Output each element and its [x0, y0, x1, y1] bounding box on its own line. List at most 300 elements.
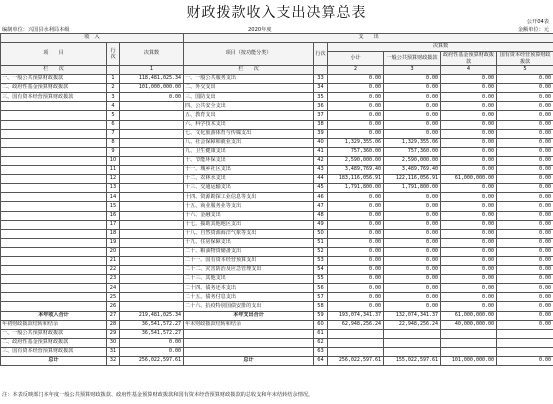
- expense-subtotal: 0.00: [328, 211, 384, 220]
- income-item: [1, 238, 107, 247]
- income-amount: [120, 147, 184, 156]
- table-row: [1, 293, 553, 302]
- income-item: 本年收入合计: [1, 311, 107, 320]
- report-title: 财政拨款收入支出决算总表: [186, 5, 367, 21]
- expense-item: 二十四、债务还本支出: [184, 284, 314, 293]
- income-line-no: 2: [107, 84, 120, 93]
- expense-item: 十六、金融支出: [184, 211, 314, 220]
- table-row: [1, 111, 553, 120]
- expense-general-budget: 155,022,597.61: [384, 357, 441, 366]
- income-line-no: 13: [107, 184, 120, 193]
- table-row: [1, 229, 553, 238]
- expense-general-budget: 0.00: [384, 84, 441, 93]
- income-amount: 256,022,597.61: [120, 357, 184, 366]
- income-item: [1, 193, 107, 202]
- expense-line-no: 45: [314, 184, 328, 193]
- expense-general-budget: 757,360.00: [384, 147, 441, 156]
- income-item: [1, 147, 107, 156]
- expense-item: 十、节能环保支出: [184, 156, 314, 165]
- expense-line-no: 46: [314, 193, 328, 202]
- expense-line-no: 35: [314, 93, 328, 102]
- expense-state-capital: 0.00: [497, 320, 553, 329]
- expense-fund-budget: 0.00: [441, 229, 497, 238]
- expense-line-no: 51: [314, 238, 328, 247]
- expense-line-no: 60: [314, 320, 328, 329]
- expense-fund-budget: 61,000,000.00: [441, 311, 497, 320]
- column-index-label-2: 栏 次: [184, 66, 314, 75]
- expense-budget-header: 决算数: [328, 43, 553, 52]
- income-amount: [120, 220, 184, 229]
- income-line-no: 3: [107, 93, 120, 102]
- general-budget-header: 一般公共预算财政拨款: [384, 52, 441, 66]
- expense-fund-budget: 0.00: [441, 184, 497, 193]
- expense-line-no: 64: [314, 357, 328, 366]
- subtotal-header: 小计: [328, 52, 384, 66]
- expense-fund-budget: 0.00: [441, 202, 497, 211]
- table-row: [1, 175, 553, 184]
- income-line-no: 26: [107, 302, 120, 311]
- expense-item: 十九、住房保障支出: [184, 238, 314, 247]
- expense-general-budget: 0.00: [384, 275, 441, 284]
- income-amount: [120, 238, 184, 247]
- state-capital-header: 国有资本经营预算财政拨款: [497, 52, 553, 66]
- expense-fund-budget: 101,000,000.00: [441, 357, 497, 366]
- expense-state-capital: 0.00: [497, 202, 553, 211]
- income-amount: [120, 120, 184, 129]
- table-row: [1, 247, 553, 256]
- income-line-no: 20: [107, 247, 120, 256]
- expense-subtotal: 0.00: [328, 238, 384, 247]
- expense-general-budget: 1,329,355.06: [384, 138, 441, 147]
- income-line-no: 4: [107, 102, 120, 111]
- expense-line-no: 48: [314, 211, 328, 220]
- expense-state-capital: [497, 338, 553, 347]
- table-row: [1, 93, 553, 102]
- expense-item: 二、外交支出: [184, 84, 314, 93]
- income-item: 年初财政拨款结转和结余: [1, 320, 107, 329]
- expense-subtotal: 0.00: [328, 275, 384, 284]
- expense-item: [184, 347, 314, 356]
- table-row: [1, 256, 553, 265]
- expense-general-budget: 0.00: [384, 256, 441, 265]
- expense-line-no: 58: [314, 302, 328, 311]
- income-item: [1, 120, 107, 129]
- income-amount: 219,481,025.34: [120, 311, 184, 320]
- income-item: [1, 175, 107, 184]
- table-row: [1, 211, 553, 220]
- expense-state-capital: 0.00: [497, 175, 553, 184]
- income-item: [1, 184, 107, 193]
- expense-state-capital: 0.00: [497, 357, 553, 366]
- expense-fund-budget: 0.00: [441, 84, 497, 93]
- table-row: [1, 102, 553, 111]
- expense-fund-budget: 0.00: [441, 147, 497, 156]
- expense-general-budget: [384, 347, 441, 356]
- income-item: 总计: [1, 357, 107, 366]
- expense-fund-budget: 0.00: [441, 111, 497, 120]
- expense-fund-budget: 0.00: [441, 156, 497, 165]
- expense-state-capital: 0.00: [497, 93, 553, 102]
- income-line-no: 1: [107, 75, 120, 84]
- income-line-no: 5: [107, 111, 120, 120]
- expense-subtotal: 0.00: [328, 111, 384, 120]
- expense-line-no: 59: [314, 311, 328, 320]
- expense-line-no: 40: [314, 138, 328, 147]
- expense-state-capital: 0.00: [497, 238, 553, 247]
- expense-fund-budget: 0.00: [441, 293, 497, 302]
- expense-line-no: 37: [314, 111, 328, 120]
- expense-item: 二十五、债务付息支出: [184, 293, 314, 302]
- expense-subtotal: [328, 338, 384, 347]
- expense-fund-budget: 0.00: [441, 166, 497, 175]
- income-amount: 36,541,572.27: [120, 320, 184, 329]
- income-line-no: 7: [107, 129, 120, 138]
- expense-line-no: 38: [314, 120, 328, 129]
- income-amount: [120, 293, 184, 302]
- income-line-no: 25: [107, 293, 120, 302]
- income-header: 收 入: [1, 34, 184, 43]
- expense-fund-budget: 40,000,000.00: [441, 320, 497, 329]
- expense-item: 四、公共安全支出: [184, 102, 314, 111]
- expense-subtotal: 183,116,056.91: [328, 175, 384, 184]
- expense-item: 六、科学技术支出: [184, 120, 314, 129]
- expense-state-capital: 0.00: [497, 256, 553, 265]
- expense-state-capital: 0.00: [497, 166, 553, 175]
- expense-item: [184, 338, 314, 347]
- table-row: [1, 302, 553, 311]
- income-item: [1, 156, 107, 165]
- income-amount: [120, 202, 184, 211]
- expense-state-capital: 0.00: [497, 211, 553, 220]
- column-index-label: 栏 次: [1, 66, 107, 75]
- income-amount: [120, 302, 184, 311]
- reporting-unit: 编制单位：兴国县水利局本级: [2, 27, 70, 33]
- income-item: 一、一般公共预算财政拨款: [1, 329, 107, 338]
- income-line-no: 12: [107, 175, 120, 184]
- table-row: [1, 147, 553, 156]
- income-line-no: 6: [107, 120, 120, 129]
- income-item: [1, 275, 107, 284]
- income-line-no: 24: [107, 284, 120, 293]
- expense-subtotal: 0.00: [328, 220, 384, 229]
- income-amount: [120, 193, 184, 202]
- expense-line-header: 行次: [314, 43, 328, 66]
- income-amount: [120, 211, 184, 220]
- expense-item: 二十一、国有资本经营预算支出: [184, 256, 314, 265]
- expense-line-no: 62: [314, 338, 328, 347]
- income-line-no: 16: [107, 211, 120, 220]
- income-line-no: 32: [107, 357, 120, 366]
- expense-general-budget: 0.00: [384, 211, 441, 220]
- income-item: [1, 102, 107, 111]
- expense-item: 三、国防支出: [184, 93, 314, 102]
- expense-state-capital: 0.00: [497, 102, 553, 111]
- expense-state-capital: 0.00: [497, 138, 553, 147]
- expense-line-no: 43: [314, 166, 328, 175]
- table-row: [1, 238, 553, 247]
- expense-subtotal: 193,074,341.37: [328, 311, 384, 320]
- income-item: [1, 220, 107, 229]
- fund-budget-header: 政府性基金预算财政拨款: [441, 52, 497, 66]
- table-row: [1, 320, 553, 329]
- income-item: [1, 166, 107, 175]
- income-item: 二、政府性基金预算财政拨款: [1, 84, 107, 93]
- table-row: [1, 220, 553, 229]
- expense-item: 一、一般公共服务支出: [184, 75, 314, 84]
- table-row: [1, 166, 553, 175]
- expense-line-no: 61: [314, 329, 328, 338]
- expense-fund-budget: 0.00: [441, 247, 497, 256]
- expense-subtotal: 0.00: [328, 256, 384, 265]
- expense-subtotal: 1,791,800.00: [328, 184, 384, 193]
- income-line-no: 19: [107, 238, 120, 247]
- expense-line-no: 57: [314, 293, 328, 302]
- income-item-header: 项 目: [1, 43, 107, 66]
- expense-item: [184, 329, 314, 338]
- expense-line-no: 54: [314, 266, 328, 275]
- income-amount: 0.00: [120, 338, 184, 347]
- income-line-no: 28: [107, 320, 120, 329]
- expense-subtotal: 0.00: [328, 75, 384, 84]
- expense-subtotal: 0.00: [328, 202, 384, 211]
- expense-header: 支 出: [184, 34, 553, 43]
- expense-subtotal: 2,590,000.00: [328, 156, 384, 165]
- expense-line-no: 44: [314, 175, 328, 184]
- col-index-4: 4: [441, 66, 497, 75]
- expense-fund-budget: [441, 338, 497, 347]
- expense-fund-budget: 0.00: [441, 220, 497, 229]
- expense-state-capital: 0.00: [497, 129, 553, 138]
- expense-item: 二十六、抗疫特别国债安排的支出: [184, 302, 314, 311]
- expense-state-capital: 0.00: [497, 275, 553, 284]
- expense-general-budget: 0.00: [384, 220, 441, 229]
- expense-item: 八、社会保障和就业支出: [184, 138, 314, 147]
- expense-subtotal: 0.00: [328, 102, 384, 111]
- table-row: [1, 266, 553, 275]
- expense-item: 十一、城乡社区支出: [184, 166, 314, 175]
- expense-subtotal: 0.00: [328, 120, 384, 129]
- table-row: [1, 138, 553, 147]
- expense-fund-budget: 0.00: [441, 102, 497, 111]
- income-amount: [120, 166, 184, 175]
- income-amount: 0.00: [120, 93, 184, 102]
- expense-state-capital: 0.00: [497, 147, 553, 156]
- income-line-no: 11: [107, 166, 120, 175]
- expense-general-budget: 0.00: [384, 111, 441, 120]
- expense-subtotal: 256,022,597.61: [328, 357, 384, 366]
- income-line-no: 22: [107, 266, 120, 275]
- income-budget-header: 决算数: [120, 43, 184, 66]
- expense-fund-budget: [441, 347, 497, 356]
- income-amount: [120, 138, 184, 147]
- income-amount: [120, 247, 184, 256]
- expense-line-no: 47: [314, 202, 328, 211]
- expense-item: 年末财政拨款结转和结余: [184, 320, 314, 329]
- income-line-no: 17: [107, 220, 120, 229]
- expense-general-budget: 0.00: [384, 193, 441, 202]
- expense-fund-budget: 0.00: [441, 75, 497, 84]
- table-row: [1, 184, 553, 193]
- income-item: [1, 202, 107, 211]
- income-item: [1, 284, 107, 293]
- income-item: [1, 293, 107, 302]
- income-line-no: 23: [107, 275, 120, 284]
- expense-item: 七、文化旅游体育与传媒支出: [184, 129, 314, 138]
- income-line-no: 9: [107, 147, 120, 156]
- col-index-2: 2: [328, 66, 384, 75]
- table-row: [1, 347, 553, 356]
- expense-line-no: 56: [314, 284, 328, 293]
- income-amount: 0.00: [120, 347, 184, 356]
- expense-general-budget: 22,948,256.24: [384, 320, 441, 329]
- expense-fund-budget: 0.00: [441, 256, 497, 265]
- expense-line-no: 33: [314, 75, 328, 84]
- expense-fund-budget: 0.00: [441, 138, 497, 147]
- income-item: [1, 302, 107, 311]
- income-item: [1, 247, 107, 256]
- expense-general-budget: 1,791,800.00: [384, 184, 441, 193]
- expense-subtotal: 0.00: [328, 266, 384, 275]
- expense-item: 本年支出合计: [184, 311, 314, 320]
- expense-general-budget: 0.00: [384, 129, 441, 138]
- expense-item-header: 项目（按功能分类）: [184, 43, 314, 66]
- expense-fund-budget: 0.00: [441, 129, 497, 138]
- income-item: [1, 229, 107, 238]
- table-row: [1, 311, 553, 320]
- expense-state-capital: [497, 329, 553, 338]
- table-row: [1, 156, 553, 165]
- expense-subtotal: [328, 347, 384, 356]
- col-index-5: 5: [497, 66, 553, 75]
- expense-subtotal: 0.00: [328, 129, 384, 138]
- income-line-no: 27: [107, 311, 120, 320]
- col-index-3: 3: [384, 66, 441, 75]
- income-item: 三、国有资本经营预算财政拨款: [1, 347, 107, 356]
- expense-state-capital: 0.00: [497, 229, 553, 238]
- income-line-no: 10: [107, 156, 120, 165]
- income-line-no: 15: [107, 202, 120, 211]
- expense-item: 五、教育支出: [184, 111, 314, 120]
- expense-line-no: 34: [314, 84, 328, 93]
- income-amount: [120, 111, 184, 120]
- income-line-no: 8: [107, 138, 120, 147]
- expense-item: 九、卫生健康支出: [184, 147, 314, 156]
- expense-state-capital: 0.00: [497, 111, 553, 120]
- col-index-1: 1: [120, 66, 184, 75]
- income-item: [1, 256, 107, 265]
- expense-general-budget: 0.00: [384, 202, 441, 211]
- expense-state-capital: 0.00: [497, 311, 553, 320]
- expense-fund-budget: 0.00: [441, 238, 497, 247]
- income-line-no: 14: [107, 193, 120, 202]
- expense-item: 总计: [184, 357, 314, 366]
- expense-subtotal: 757,360.00: [328, 147, 384, 156]
- table-row: [1, 193, 553, 202]
- income-line-no: 21: [107, 256, 120, 265]
- expense-state-capital: [497, 347, 553, 356]
- income-amount: [120, 175, 184, 184]
- form-number: 公开04表: [526, 19, 549, 25]
- expense-state-capital: 0.00: [497, 84, 553, 93]
- expense-fund-budget: 0.00: [441, 275, 497, 284]
- income-line-no: 29: [107, 329, 120, 338]
- income-amount: 118,481,025.34: [120, 75, 184, 84]
- table-row: [1, 357, 553, 366]
- expense-general-budget: 0.00: [384, 93, 441, 102]
- income-amount: [120, 256, 184, 265]
- expense-subtotal: 0.00: [328, 193, 384, 202]
- expense-general-budget: 0.00: [384, 238, 441, 247]
- income-item: [1, 266, 107, 275]
- table-row: [1, 338, 553, 347]
- table-row: [1, 84, 553, 93]
- income-amount: [120, 229, 184, 238]
- expense-state-capital: 0.00: [497, 75, 553, 84]
- expense-fund-budget: 0.00: [441, 193, 497, 202]
- currency-unit: 金额单位：元: [517, 27, 549, 33]
- income-item: [1, 111, 107, 120]
- expense-item: 十三、交通运输支出: [184, 184, 314, 193]
- expense-line-no: 50: [314, 229, 328, 238]
- expense-fund-budget: [441, 329, 497, 338]
- expense-state-capital: 0.00: [497, 220, 553, 229]
- expense-subtotal: 0.00: [328, 84, 384, 93]
- income-line-header: 行次: [107, 43, 120, 66]
- expense-general-budget: 0.00: [384, 247, 441, 256]
- expense-state-capital: 0.00: [497, 193, 553, 202]
- expense-general-budget: 3,489,769.40: [384, 166, 441, 175]
- income-line-no: 30: [107, 338, 120, 347]
- expense-state-capital: 0.00: [497, 293, 553, 302]
- expense-general-budget: 132,074,341.37: [384, 311, 441, 320]
- expense-subtotal: 0.00: [328, 229, 384, 238]
- expense-state-capital: 0.00: [497, 247, 553, 256]
- expense-general-budget: 2,590,000.00: [384, 156, 441, 165]
- income-item: [1, 129, 107, 138]
- income-amount: [120, 156, 184, 165]
- expense-subtotal: 62,948,256.24: [328, 320, 384, 329]
- table-row: [1, 129, 553, 138]
- expense-line-no: 52: [314, 247, 328, 256]
- income-item: [1, 211, 107, 220]
- expense-state-capital: 0.00: [497, 284, 553, 293]
- expense-item: 二十二、灾害防治及应急管理支出: [184, 266, 314, 275]
- table-row: [1, 120, 553, 129]
- income-item: 三、国有资本经营预算财政拨款: [1, 93, 107, 102]
- table-row: [1, 202, 553, 211]
- income-amount: [120, 184, 184, 193]
- expense-state-capital: 0.00: [497, 156, 553, 165]
- expense-fund-budget: 0.00: [441, 93, 497, 102]
- expense-line-no: 49: [314, 220, 328, 229]
- expense-general-budget: 0.00: [384, 302, 441, 311]
- expense-general-budget: 0.00: [384, 284, 441, 293]
- expense-line-no: 63: [314, 347, 328, 356]
- expense-subtotal: 0.00: [328, 293, 384, 302]
- expense-subtotal: 0.00: [328, 247, 384, 256]
- expense-item: 十五、商业服务业等支出: [184, 202, 314, 211]
- income-amount: 101,000,000.00: [120, 84, 184, 93]
- income-item: 二、政府性基金预算财政拨款: [1, 338, 107, 347]
- expense-state-capital: 0.00: [497, 184, 553, 193]
- expense-item: 二十三、其他支出: [184, 275, 314, 284]
- footnote: 注：本表反映部门本年度一般公共预算财政拨款、政府性基金预算财政拨款和国有资本经营预算财政拨款的总收支和年末结转结余情况。: [2, 392, 314, 398]
- expense-line-no: 53: [314, 256, 328, 265]
- expense-line-no: 39: [314, 129, 328, 138]
- income-amount: [120, 129, 184, 138]
- table-row: [1, 284, 553, 293]
- income-line-no: 31: [107, 347, 120, 356]
